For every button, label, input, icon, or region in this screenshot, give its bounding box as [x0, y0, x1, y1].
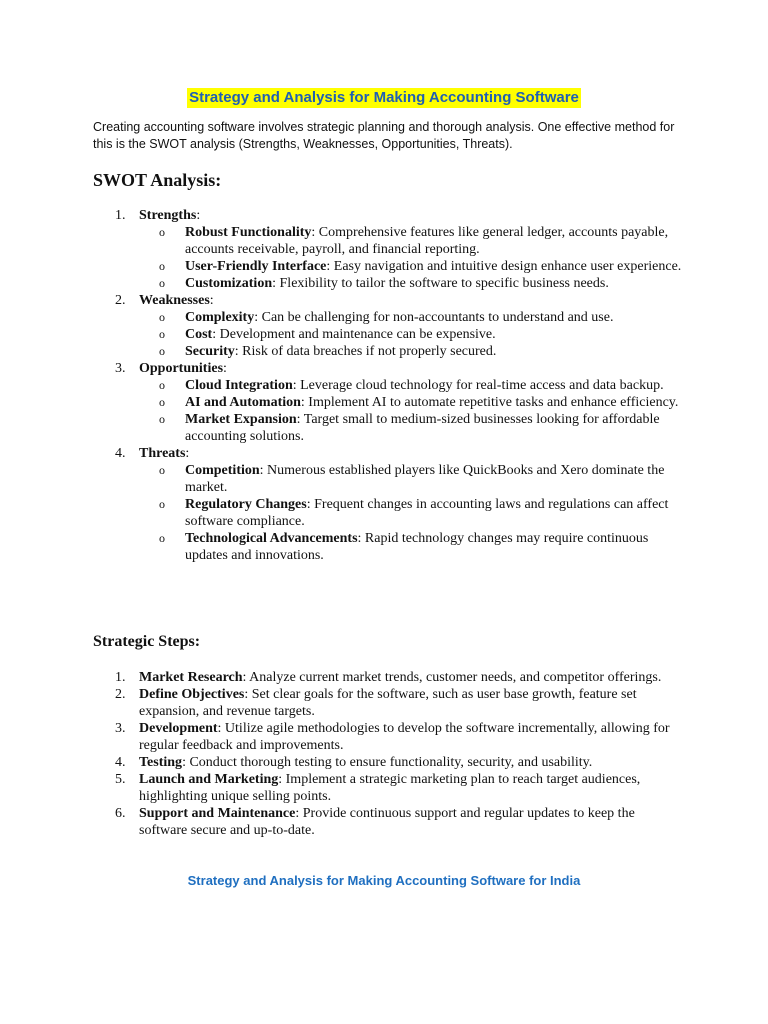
term-description: : Flexibility to tailor the software to specific business needs. [272, 276, 609, 291]
step-number: 2. [115, 687, 126, 702]
step-term: Define Objectives [139, 687, 245, 702]
swot-sub-item [139, 377, 683, 394]
bullet-icon: o [159, 412, 165, 426]
term: AI and Automation [185, 395, 301, 410]
swot-label: Weaknesses [139, 293, 210, 308]
bullet-icon: o [159, 327, 165, 341]
step-description: : Analyze current market trends, customer needs, and competitor offerings. [242, 670, 662, 685]
term: Security [185, 344, 235, 359]
title-row [0, 88, 768, 108]
swot-sub-item [139, 326, 683, 343]
swot-sub-item [139, 309, 683, 326]
swot-sub-item [139, 343, 683, 360]
swot-sub-item [139, 496, 683, 530]
term: Cost [185, 327, 213, 342]
strategic-steps-list [93, 669, 683, 839]
bullet-icon: o [159, 395, 165, 409]
footer-link[interactable]: Strategy and Analysis for Making Accounting Software for India [187, 873, 581, 888]
bullet-icon: o [159, 225, 165, 239]
bullet-icon: o [159, 463, 165, 477]
term-description: : Development and maintenance can be expensive. [212, 327, 496, 342]
step-item [93, 686, 683, 720]
swot-number: 2. [115, 293, 126, 308]
swot-sub-item [139, 224, 683, 258]
swot-sub-list [139, 224, 683, 292]
swot-label: Threats [139, 446, 186, 461]
step-number: 1. [115, 670, 126, 685]
term: User-Friendly Interface [185, 259, 327, 274]
footer-row [0, 872, 768, 890]
bullet-icon: o [159, 497, 165, 511]
swot-sub-item [139, 394, 683, 411]
swot-sub-item [139, 530, 683, 564]
bullet-icon: o [159, 310, 165, 324]
step-description: : Conduct thorough testing to ensure functionality, security, and usability. [182, 755, 593, 770]
swot-colon: : [196, 208, 201, 223]
step-item [93, 754, 683, 771]
swot-sub-list [139, 462, 683, 564]
swot-sub-item [139, 275, 683, 292]
term: Regulatory Changes [185, 497, 307, 512]
term: Market Expansion [185, 412, 297, 427]
term-description: : Frequent changes in accounting laws and regulations can affect software compliance. [185, 497, 669, 529]
swot-sub-item [139, 462, 683, 496]
swot-list [93, 207, 683, 564]
bullet-icon: o [159, 531, 165, 545]
step-term: Support and Maintenance [139, 806, 296, 821]
term-description: : Numerous established players like QuickBooks and Xero dominate the market. [185, 463, 665, 495]
term: Technological Advancements [185, 531, 358, 546]
swot-heading: SWOT Analysis: [93, 170, 222, 190]
document-title: Strategy and Analysis for Making Accounting Software [189, 89, 579, 106]
swot-number: 1. [115, 208, 126, 223]
term: Customization [185, 276, 273, 291]
bullet-icon: o [159, 276, 165, 290]
swot-number: 4. [115, 446, 126, 461]
swot-label: Strengths [139, 208, 197, 223]
term-description: : Leverage cloud technology for real-time access and data backup. [292, 378, 664, 393]
step-term: Launch and Marketing [139, 772, 279, 787]
term: Complexity [185, 310, 255, 325]
swot-label: Opportunities [139, 361, 224, 376]
step-item [93, 720, 683, 754]
term: Cloud Integration [185, 378, 293, 393]
term-description: : Implement AI to automate repetitive tasks and enhance efficiency. [300, 395, 679, 410]
swot-colon: : [185, 446, 190, 461]
step-description: : Provide continuous support and regular updates to keep the software secure and up-to-date. [139, 806, 635, 838]
term-description: : Comprehensive features like general ledger, accounts payable, accounts receivable, payroll, and financial reporting. [185, 225, 669, 257]
step-description: : Implement a strategic marketing plan to reach target audiences, highlighting unique selling points. [139, 772, 641, 804]
swot-sub-list [139, 377, 683, 445]
step-term: Development [139, 721, 218, 736]
term-description: : Rapid technology changes may require continuous updates and innovations. [185, 531, 649, 563]
term-description: : Easy navigation and intuitive design enhance user experience. [326, 259, 682, 274]
term-description: : Target small to medium-sized businesses looking for affordable accounting solutions. [185, 412, 660, 444]
swot-sub-item [139, 258, 683, 275]
step-item [93, 805, 683, 839]
step-description: : Set clear goals for the software, such as user base growth, feature set expansion, and revenue targets. [139, 687, 637, 719]
swot-colon: : [209, 293, 214, 308]
swot-item [93, 292, 683, 360]
intro-paragraph: Creating accounting software involves strategic planning and thorough analysis. One effective method for this is the SWOT analysis (Strengths, Weaknesses, Opportunities, Threats). [93, 120, 675, 151]
swot-sub-list [139, 309, 683, 360]
bullet-icon: o [159, 344, 165, 358]
step-description: : Utilize agile methodologies to develop the software incrementally, allowing for regular feedback and improvements. [139, 721, 670, 753]
swot-colon: : [223, 361, 227, 376]
step-item [93, 669, 683, 686]
bullet-icon: o [159, 259, 165, 273]
step-number: 6. [115, 806, 126, 821]
bullet-icon: o [159, 378, 165, 392]
swot-item [93, 445, 683, 564]
term-description: : Risk of data breaches if not properly secured. [234, 344, 497, 359]
step-item [93, 771, 683, 805]
step-number: 3. [115, 721, 126, 736]
swot-item [93, 207, 683, 292]
swot-item [93, 360, 683, 445]
strategic-steps-heading: Strategic Steps: [93, 633, 201, 650]
term-description: : Can be challenging for non-accountants to understand and use. [254, 310, 614, 325]
swot-sub-item [139, 411, 683, 445]
step-number: 5. [115, 772, 126, 787]
step-term: Market Research [139, 670, 243, 685]
swot-number: 3. [115, 361, 126, 376]
step-number: 4. [115, 755, 126, 770]
step-term: Testing [139, 755, 183, 770]
term: Robust Functionality [185, 225, 312, 240]
term: Competition [185, 463, 260, 478]
